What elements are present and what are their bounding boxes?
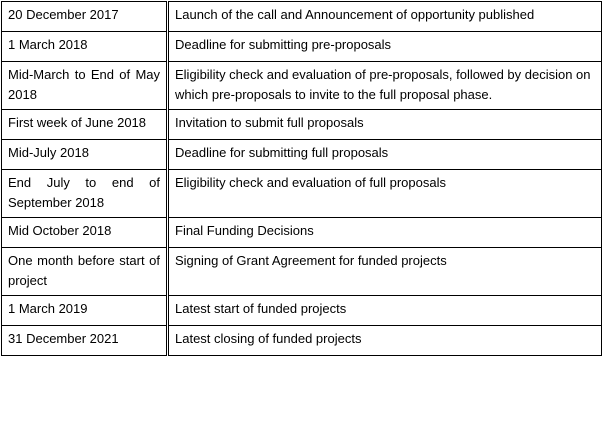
- table-row: [2, 140, 602, 170]
- event-cell: Latest start of funded projects: [168, 296, 602, 326]
- table-row: [2, 326, 602, 356]
- date-cell: Mid October 2018: [2, 218, 168, 248]
- timeline-table: [1, 1, 602, 356]
- table-row: [2, 32, 602, 62]
- date-cell: 1 March 2019: [2, 296, 168, 326]
- table-row: [2, 62, 602, 110]
- event-cell: Deadline for submitting full proposals: [168, 140, 602, 170]
- event-cell: Launch of the call and Announcement of opportunity published: [168, 2, 602, 32]
- date-cell: 20 December 2017: [2, 2, 168, 32]
- event-cell: Invitation to submit full proposals: [168, 110, 602, 140]
- table-row: [2, 110, 602, 140]
- date-cell: 31 December 2021: [2, 326, 168, 356]
- date-cell: First week of June 2018: [2, 110, 168, 140]
- table-row: [2, 248, 602, 296]
- date-cell: Mid-July 2018: [2, 140, 168, 170]
- event-cell: Deadline for submitting pre-proposals: [168, 32, 602, 62]
- event-cell: Final Funding Decisions: [168, 218, 602, 248]
- table-row: [2, 170, 602, 218]
- event-cell: Eligibility check and evaluation of pre-proposals, followed by decision on which pre-proposals to invite to the full proposal phase.: [168, 62, 602, 110]
- table-row: [2, 2, 602, 32]
- date-cell: One month before start of project: [2, 248, 168, 296]
- date-cell: End July to end of September 2018: [2, 170, 168, 218]
- date-cell: 1 March 2018: [2, 32, 168, 62]
- table-row: [2, 218, 602, 248]
- event-cell: Latest closing of funded projects: [168, 326, 602, 356]
- table-row: [2, 296, 602, 326]
- date-cell: Mid-March to End of May 2018: [2, 62, 168, 110]
- event-cell: Signing of Grant Agreement for funded projects: [168, 248, 602, 296]
- event-cell: Eligibility check and evaluation of full proposals: [168, 170, 602, 218]
